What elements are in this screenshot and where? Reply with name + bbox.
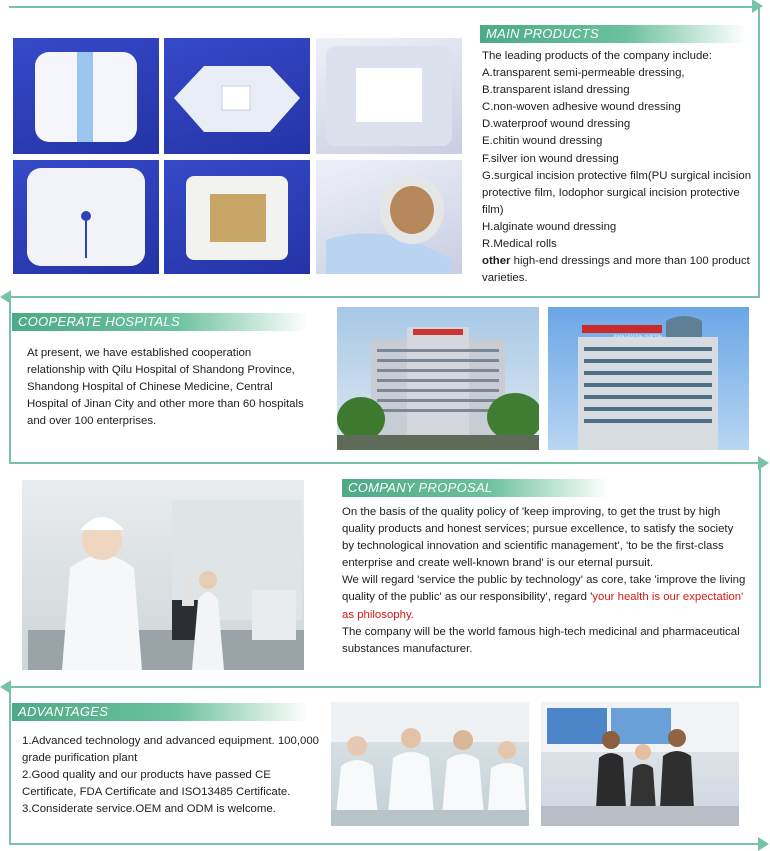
proposal-paragraph-2: We will regard 'service the public by technology' as core, take 'improve the living quality of the public' as our responsibility', regard 'your health is our expectation' as philosophy. <box>342 574 746 621</box>
cooperate-hospitals-heading: COOPERATE HOSPITALS <box>12 313 308 331</box>
cooperate-hospitals-text: At present, we have established cooperation relationship with Qilu Hospital of Shandong Province, Shandong Hospital of Chinese Medicine, Central Hospital of Jinan City and other more than 60 hospitals and over 100 enterprises. <box>27 347 304 428</box>
main-products-intro: The leading products of the company include: <box>482 50 712 62</box>
advantages-heading: ADVANTAGES <box>12 703 308 721</box>
product-image-nonwoven-dressing <box>316 38 462 154</box>
advantages-text <box>22 733 322 818</box>
product-image-waterproof-dressing <box>13 160 159 274</box>
list-item: R.Medical rolls <box>482 238 557 251</box>
list-item: E.chitin wound dressing <box>482 135 603 148</box>
hospital-photo-qilu <box>337 307 539 450</box>
list-item: C.non-woven adhesive wound dressing <box>482 101 681 114</box>
arrow-right-icon <box>752 0 763 13</box>
main-products-heading: MAIN PRODUCTS <box>480 25 746 43</box>
main-products-closing: other high-end dressings and more than 100 product varieties. <box>482 255 750 285</box>
main-products-text <box>482 48 757 287</box>
product-image-chitin-dressing <box>164 160 310 274</box>
team-photo-exhibition <box>541 702 739 826</box>
building-sign: JINAN CENTRAL HOSPITAL <box>613 334 663 338</box>
product-image-island-dressing <box>164 38 310 154</box>
product-image-transparent-dressing <box>13 38 159 154</box>
proposal-paragraph-3: The company will be the world famous high-tech medicinal and pharmaceutical substances manufacturer. <box>342 625 740 655</box>
list-item: 2.Good quality and our products have passed CE Certificate, FDA Certificate and ISO13485 Certificate. <box>22 769 291 799</box>
product-list <box>482 65 757 253</box>
lab-photo-microscope <box>22 480 304 670</box>
list-item: D.waterproof wound dressing <box>482 118 631 131</box>
arrow-right-icon <box>758 837 769 851</box>
company-proposal-text <box>342 504 747 658</box>
list-item: B.transparent island dressing <box>482 84 630 97</box>
list-item: A.transparent semi-permeable dressing, <box>482 67 685 80</box>
list-item: 3.Considerate service.OEM and ODM is welcome. <box>22 803 276 816</box>
list-item: 1.Advanced technology and advanced equipment. 100,000 grade purification plant <box>22 735 320 765</box>
list-item: F.silver ion wound dressing <box>482 152 619 165</box>
proposal-paragraph-1: On the basis of the quality policy of 'keep improving, to get the trust by high quality products and honest services; pursue excellence, to satisfy the society by technological innovation and scientific management', 'to be the first-class enterprise and create well-known brand' is our eternal pursuit. <box>342 506 734 570</box>
company-proposal-heading: COMPANY PROPOSAL <box>342 479 608 497</box>
list-item: G.surgical incision protective film(PU surgical incision protective film, Iodophor surgical incision protective film) <box>482 169 752 216</box>
team-photo-cleanroom <box>331 702 529 826</box>
list-item: H.alginate wound dressing <box>482 220 617 233</box>
product-image-medical-roll <box>316 160 462 274</box>
hospital-photo-jinan-central <box>548 307 749 450</box>
